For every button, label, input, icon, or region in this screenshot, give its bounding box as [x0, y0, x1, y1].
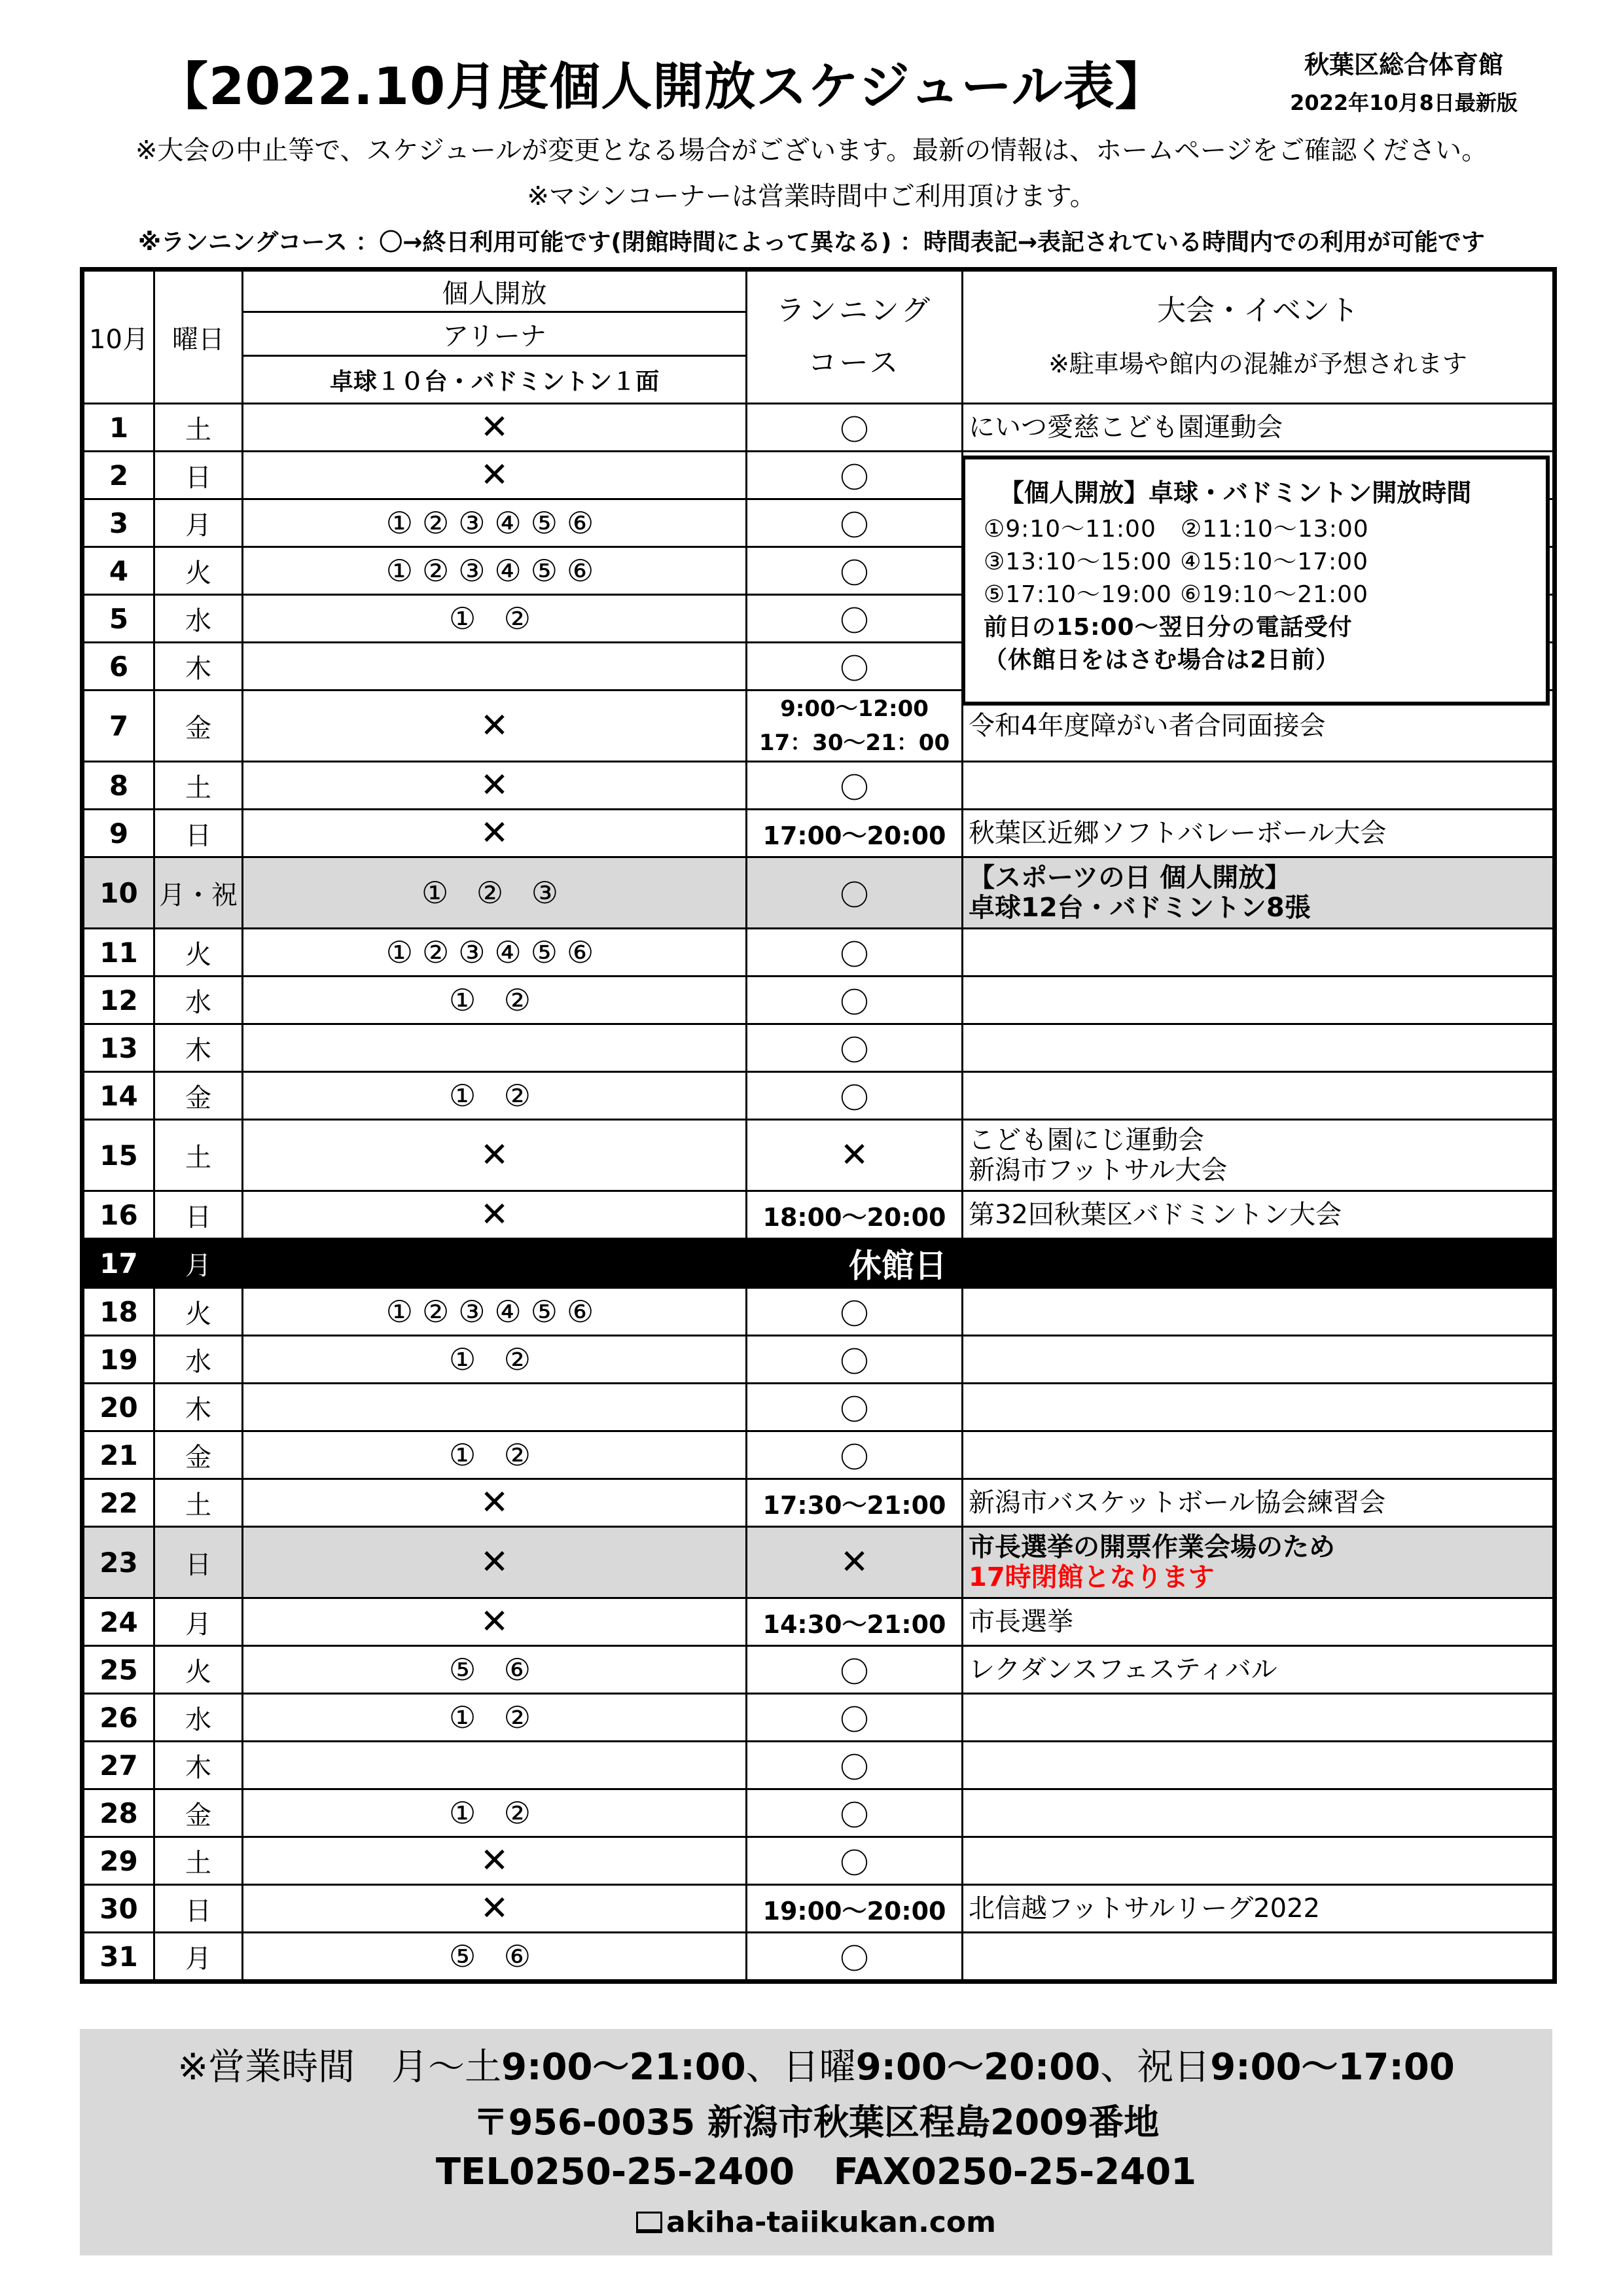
header-arena-capacity: 卓球１０台・バドミントン１面: [243, 356, 747, 404]
arena-slots: ①②③④⑤⑥: [243, 929, 747, 977]
weekday: 木: [154, 1742, 243, 1789]
arena-slots: [243, 1024, 747, 1072]
weekday: 月: [154, 1598, 243, 1646]
running-course: 〇: [747, 1789, 963, 1837]
header-personal-open: 個人開放: [243, 270, 747, 312]
weekday: 木: [154, 1024, 243, 1072]
arena-slots: [243, 1384, 747, 1431]
table-row: [82, 1885, 1555, 1933]
header-events-title: 大会・イベント: [1157, 293, 1359, 327]
arena-slots: ① ② ③: [243, 857, 747, 929]
event-cell: [963, 1120, 1555, 1191]
day-number: 6: [82, 643, 154, 691]
day-number: 9: [82, 810, 154, 857]
running-course: 〇: [747, 1837, 963, 1885]
event-line: 【スポーツの日 個人開放】: [969, 863, 1291, 893]
event-line: 市長選挙の開票作業会場のため: [969, 1532, 1335, 1562]
event-cell: [963, 1694, 1555, 1742]
event-cell: [963, 1742, 1555, 1789]
day-number: 11: [82, 929, 154, 977]
arena-slots: ✕: [243, 1120, 747, 1191]
event-cell: [963, 1933, 1555, 1982]
day-number: 3: [82, 499, 154, 547]
table-row: [82, 929, 1555, 977]
weekday: 日: [154, 810, 243, 857]
weekday: 火: [154, 547, 243, 595]
day-number: 21: [82, 1431, 154, 1479]
header-events-note: ※駐車場や館内の混雑が予想されます: [1048, 349, 1467, 378]
day-number: 23: [82, 1527, 154, 1598]
running-course: 〇: [747, 857, 963, 929]
event-cell: [963, 1431, 1555, 1479]
website[interactable]: [80, 2206, 1552, 2239]
running-course: 〇: [747, 1072, 963, 1120]
running-course: 〇: [747, 595, 963, 643]
running-course: 17:30～21:00: [747, 1479, 963, 1527]
day-number: 18: [82, 1288, 154, 1336]
table-row: [82, 1288, 1555, 1336]
day-number: 24: [82, 1598, 154, 1646]
header-running-line2: コース: [808, 346, 901, 380]
phone-number: TEL0250-25-2400: [435, 2151, 795, 2193]
weekday: 月: [154, 1239, 243, 1288]
table-row: [82, 1239, 1555, 1288]
table-row: [82, 1072, 1555, 1120]
day-number: 12: [82, 977, 154, 1024]
day-number: 19: [82, 1336, 154, 1384]
weekday: 日: [154, 1527, 243, 1598]
day-number: 25: [82, 1646, 154, 1694]
running-course: 〇: [747, 1336, 963, 1384]
weekday: 土: [154, 1837, 243, 1885]
event-cell: [963, 1384, 1555, 1431]
page-title: 【2022.10月度個人開放スケジュール表】: [157, 58, 1167, 117]
arena-slots: ① ②: [243, 1336, 747, 1384]
day-number: 17: [82, 1239, 154, 1288]
event-line: 17時閉館となります: [969, 1562, 1215, 1592]
weekday: 土: [154, 1120, 243, 1191]
event-cell: 北信越フットサルリーグ2022: [963, 1885, 1555, 1933]
weekday: 金: [154, 1431, 243, 1479]
day-number: 26: [82, 1694, 154, 1742]
table-row: [82, 1024, 1555, 1072]
day-number: 29: [82, 1837, 154, 1885]
running-course: 〇: [747, 762, 963, 810]
arena-slots: [243, 1742, 747, 1789]
address: 〒956-0035 新潟市秋葉区程島2009番地: [473, 2102, 1160, 2143]
closed-day-label: 休館日: [243, 1239, 1555, 1288]
day-number: 30: [82, 1885, 154, 1933]
business-hours: [80, 2038, 1552, 2090]
weekday: 日: [154, 452, 243, 499]
hours-weekday: 9:00～21:00: [501, 2046, 746, 2089]
running-course: 〇: [747, 1288, 963, 1336]
phone-fax: [80, 2151, 1552, 2193]
day-number: 2: [82, 452, 154, 499]
updated-date: 2022年10月8日最新版: [1290, 90, 1518, 115]
day-number: 22: [82, 1479, 154, 1527]
weekday: 火: [154, 929, 243, 977]
weekday: 日: [154, 1191, 243, 1239]
table-row: [82, 1527, 1555, 1598]
arena-slots: ✕: [243, 762, 747, 810]
arena-slots: ✕: [243, 1598, 747, 1646]
running-course: 〇: [747, 452, 963, 499]
weekday: 火: [154, 1646, 243, 1694]
day-number: 27: [82, 1742, 154, 1789]
event-cell: [963, 857, 1555, 929]
table-row: [82, 1120, 1555, 1191]
table-row: [82, 1479, 1555, 1527]
event-cell: [963, 1024, 1555, 1072]
running-course: 〇: [747, 1646, 963, 1694]
running-course: 18:00～20:00: [747, 1191, 963, 1239]
opening-hours-title: 【個人開放】卓球・バドミントン開放時間: [999, 478, 1472, 507]
arena-slots: ✕: [243, 452, 747, 499]
arena-slots: ① ②: [243, 1072, 747, 1120]
arena-slots: ① ②: [243, 1789, 747, 1837]
weekday: 水: [154, 595, 243, 643]
header-running-line1: ランニング: [776, 294, 933, 327]
arena-slots: ①②③④⑤⑥: [243, 1288, 747, 1336]
arena-slots: ①②③④⑤⑥: [243, 547, 747, 595]
weekday: 金: [154, 1789, 243, 1837]
arena-slots: ✕: [243, 1191, 747, 1239]
running-course: 〇: [747, 499, 963, 547]
table-row: [82, 1933, 1555, 1982]
running-time-2: 17：30～21：00: [758, 730, 950, 756]
table-row: [82, 810, 1555, 857]
hours-holiday: 9:00～17:00: [1210, 2046, 1455, 2089]
running-course: 〇: [747, 1024, 963, 1072]
weekday: 木: [154, 1384, 243, 1431]
running-course: 〇: [747, 404, 963, 452]
event-line: 卓球12台・バドミントン8張: [969, 893, 1311, 923]
event-cell: [963, 929, 1555, 977]
weekday: 土: [154, 404, 243, 452]
day-number: 16: [82, 1191, 154, 1239]
arena-slots: ⑤ ⑥: [243, 1646, 747, 1694]
weekday: 金: [154, 1072, 243, 1120]
arena-slots: ✕: [243, 1885, 747, 1933]
arena-slots: ✕: [243, 1837, 747, 1885]
reservation-note: 前日の15:00～翌日分の電話受付: [984, 614, 1353, 641]
hours-holiday-label: 、祝日: [1100, 2046, 1211, 2089]
arena-slots: ✕: [243, 1527, 747, 1598]
running-time-1: 9:00～12:00: [780, 696, 929, 722]
event-cell: [963, 1837, 1555, 1885]
table-row: [82, 857, 1555, 929]
event-cell: にいつ愛慈こども園運動会: [963, 404, 1555, 452]
weekday: 水: [154, 977, 243, 1024]
day-number: 7: [82, 691, 154, 762]
table-row: [82, 1837, 1555, 1885]
arena-slots: ✕: [243, 404, 747, 452]
arena-slots: ✕: [243, 810, 747, 857]
running-course: 〇: [747, 1431, 963, 1479]
day-number: 13: [82, 1024, 154, 1072]
event-cell: 秋葉区近郷ソフトバレーボール大会: [963, 810, 1555, 857]
event-cell: 第32回秋葉区バドミントン大会: [963, 1191, 1555, 1239]
organization-name: 秋葉区総合体育館: [1304, 50, 1503, 79]
day-number: 28: [82, 1789, 154, 1837]
running-course: 〇: [747, 977, 963, 1024]
running-course: 〇: [747, 1742, 963, 1789]
running-course: 〇: [747, 547, 963, 595]
table-row: [82, 762, 1555, 810]
event-cell: 令和4年度障がい者合同面接会: [963, 691, 1555, 762]
opening-hours-box: [961, 456, 1550, 706]
weekday: 土: [154, 1479, 243, 1527]
day-number: 10: [82, 857, 154, 929]
table-row: [82, 1742, 1555, 1789]
running-course: 〇: [747, 1384, 963, 1431]
running-course: 〇: [747, 643, 963, 691]
event-cell: 新潟市バスケットボール協会練習会: [963, 1479, 1555, 1527]
event-cell: [963, 1527, 1555, 1598]
footer-contact: [80, 2029, 1552, 2255]
arena-slots: ① ②: [243, 595, 747, 643]
table-row: [82, 1789, 1555, 1837]
event-line: 新潟市フットサル大会: [969, 1155, 1228, 1185]
day-number: 31: [82, 1933, 154, 1982]
table-row: [82, 1431, 1555, 1479]
table-row: [82, 1646, 1555, 1694]
running-course: ✕: [747, 1120, 963, 1191]
running-course: ✕: [747, 1527, 963, 1598]
day-number: 20: [82, 1384, 154, 1431]
day-number: 14: [82, 1072, 154, 1120]
website-url[interactable]: akiha-taiikukan.com: [666, 2206, 996, 2239]
opening-hours-line: ⑤17:10～19:00 ⑥19:10～21:00: [984, 581, 1368, 608]
hours-sunday-label: 、日曜: [745, 2046, 856, 2089]
table-row: [82, 977, 1555, 1024]
weekday: 水: [154, 1694, 243, 1742]
opening-hours-line: ①9:10～11:00 ②11:10～13:00: [984, 516, 1369, 543]
running-course: 〇: [747, 929, 963, 977]
arena-slots: ① ②: [243, 1431, 747, 1479]
hours-label: ※営業時間 月～土: [177, 2046, 502, 2089]
notice-machine-corner: ※マシンコーナーは営業時間中ご利用頂けます。: [527, 181, 1096, 211]
weekday: 月・祝: [154, 857, 243, 929]
table-row: [82, 1694, 1555, 1742]
day-number: 4: [82, 547, 154, 595]
notice-schedule-change: ※大会の中止等で、スケジュールが変更となる場合がございます。最新の情報は、ホームページをご確認ください。: [135, 135, 1488, 166]
day-number: 5: [82, 595, 154, 643]
hours-sunday: 9:00～20:00: [855, 2046, 1101, 2089]
fax-number: FAX0250-25-2401: [833, 2151, 1197, 2193]
header-running-course: [747, 270, 963, 404]
event-cell: [963, 1336, 1555, 1384]
weekday: 月: [154, 1933, 243, 1982]
running-course: 〇: [747, 1694, 963, 1742]
header-month: 10月: [82, 270, 154, 404]
day-number: 1: [82, 404, 154, 452]
day-number: 8: [82, 762, 154, 810]
event-cell: [963, 1288, 1555, 1336]
weekday: 火: [154, 1288, 243, 1336]
header-weekday: 曜日: [154, 270, 243, 404]
running-course: 19:00～20:00: [747, 1885, 963, 1933]
table-row: [82, 1384, 1555, 1431]
table-row: [82, 1598, 1555, 1646]
computer-icon: [636, 2212, 662, 2233]
weekday: 日: [154, 1885, 243, 1933]
notice-running-course: ※ランニングコース ：〇→終日利用可能です(閉館時間によって異なる) ：時間表記→表記されている時間内での利用が可能です: [137, 229, 1486, 256]
event-cell: [963, 977, 1555, 1024]
opening-hours-line: ③13:10～15:00 ④15:10～17:00: [984, 548, 1368, 575]
event-cell: レクダンスフェスティバル: [963, 1646, 1555, 1694]
arena-slots: ① ②: [243, 1694, 747, 1742]
running-course-times: [747, 691, 963, 762]
arena-slots: ✕: [243, 691, 747, 762]
running-course: 14:30～21:00: [747, 1598, 963, 1646]
header-arena: アリーナ: [243, 312, 747, 356]
day-number: 15: [82, 1120, 154, 1191]
arena-slots: ⑤ ⑥: [243, 1933, 747, 1982]
header-events: [963, 270, 1555, 404]
event-cell: [963, 1072, 1555, 1120]
weekday: 金: [154, 691, 243, 762]
weekday: 月: [154, 499, 243, 547]
running-course: 〇: [747, 1933, 963, 1982]
table-row: [82, 1336, 1555, 1384]
table-row: [82, 404, 1555, 452]
running-course: 17:00～20:00: [747, 810, 963, 857]
arena-slots: ① ②: [243, 977, 747, 1024]
event-line: こども園にじ運動会: [969, 1125, 1204, 1155]
reservation-note-holiday: （休館日をはさむ場合は2日前）: [984, 647, 1340, 673]
arena-slots: ①②③④⑤⑥: [243, 499, 747, 547]
table-row: [82, 1191, 1555, 1239]
arena-slots: ✕: [243, 1479, 747, 1527]
weekday: 土: [154, 762, 243, 810]
event-cell: [963, 762, 1555, 810]
event-cell: 市長選挙: [963, 1598, 1555, 1646]
arena-slots: [243, 643, 747, 691]
weekday: 水: [154, 1336, 243, 1384]
weekday: 木: [154, 643, 243, 691]
event-cell: [963, 1789, 1555, 1837]
